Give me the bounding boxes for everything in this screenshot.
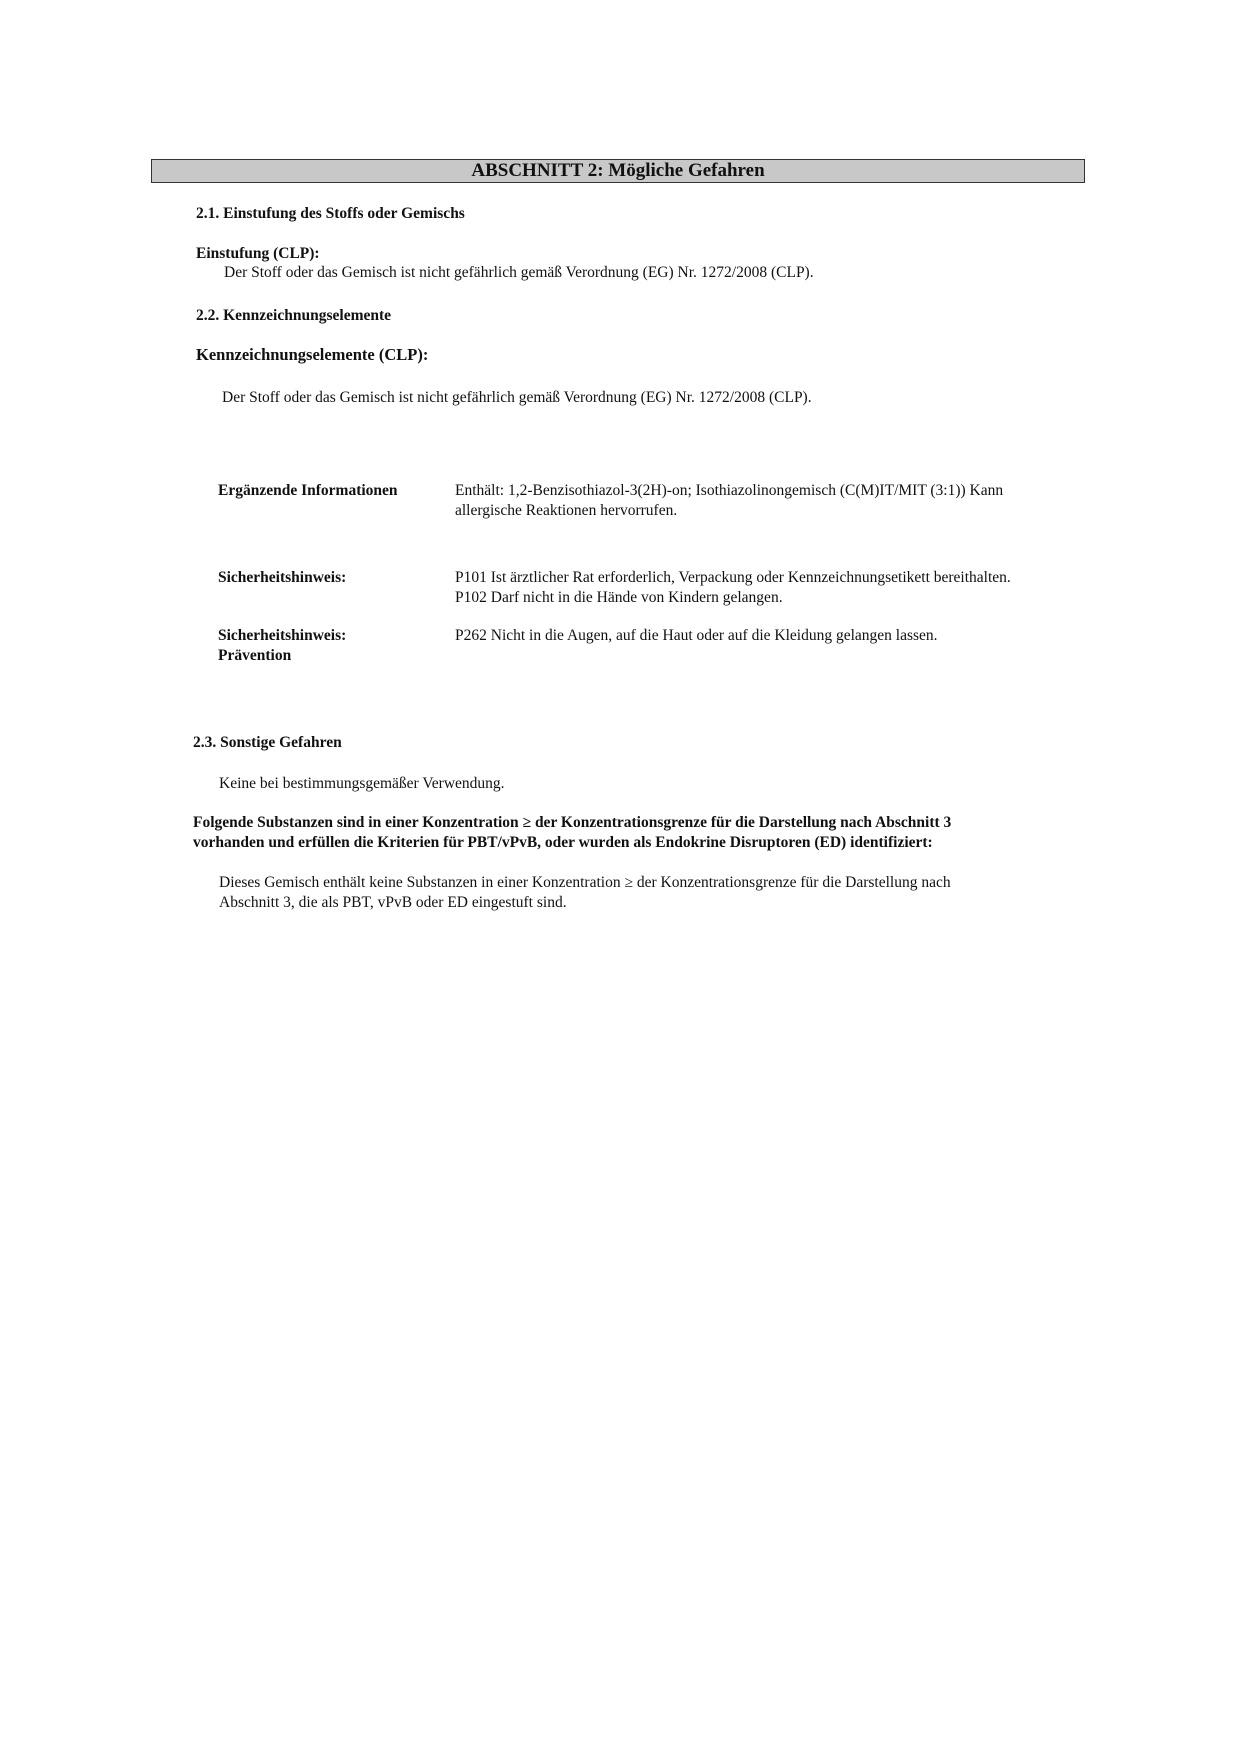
ergaenzende-informationen-line-1: Enthält: 1,2-Benzisothiazol-3(2H)-on; Isothiazolinongemisch (C(M)IT/MIT (3:1)) Kann: [455, 482, 1004, 499]
section-2-3-heading: 2.3. Sonstige Gefahren: [193, 734, 342, 751]
praevention-line-1: P262 Nicht in die Augen, auf die Haut oder auf die Kleidung gelangen lassen.: [455, 627, 938, 644]
sicherheitshinweis-line-1: P101 Ist ärztlicher Rat erforderlich, Verpackung oder Kennzeichnungsetikett bereithalten.: [455, 569, 1011, 586]
section-header: ABSCHNITT 2: Mögliche Gefahren: [151, 159, 1085, 183]
kennzeichnung-clp-text: Der Stoff oder das Gemisch ist nicht gefährlich gemäß Verordnung (EG) Nr. 1272/2008 (CLP).: [222, 389, 812, 406]
pbt-result-line-2: Abschnitt 3, die als PBT, vPvB oder ED eingestuft sind.: [219, 894, 567, 911]
ergaenzende-informationen-line-2: allergische Reaktionen hervorrufen.: [455, 502, 678, 519]
ergaenzende-informationen-label: Ergänzende Informationen: [218, 482, 398, 499]
section-2-1-heading: 2.1. Einstufung des Stoffs oder Gemischs: [196, 205, 465, 222]
praevention-label-line-1: Sicherheitshinweis:: [218, 627, 347, 644]
pbt-statement-line-1: Folgende Substanzen sind in einer Konzentration ≥ der Konzentrationsgrenze für die Darstellung nach Abschnitt 3: [193, 814, 952, 831]
sicherheitshinweis-line-2: P102 Darf nicht in die Hände von Kindern gelangen.: [455, 589, 783, 606]
sonstige-gefahren-text: Keine bei bestimmungsgemäßer Verwendung.: [219, 775, 505, 792]
section-2-2-heading: 2.2. Kennzeichnungselemente: [196, 307, 392, 324]
pbt-statement-line-2: vorhanden und erfüllen die Kriterien für PBT/vPvB, oder wurden als Endokrine Disruptoren (ED) identifiziert:: [193, 834, 933, 851]
pbt-result-line-1: Dieses Gemisch enthält keine Substanzen in einer Konzentration ≥ der Konzentrationsgrenze für die Darstellung nach: [219, 874, 951, 891]
einstufung-clp-label: Einstufung (CLP):: [196, 245, 320, 262]
kennzeichnung-clp-label: Kennzeichnungselemente (CLP):: [196, 345, 429, 364]
praevention-label-line-2: Prävention: [218, 647, 292, 664]
einstufung-clp-text: Der Stoff oder das Gemisch ist nicht gefährlich gemäß Verordnung (EG) Nr. 1272/2008 (CLP).: [224, 264, 814, 281]
sicherheitshinweis-label: Sicherheitshinweis:: [218, 569, 347, 586]
